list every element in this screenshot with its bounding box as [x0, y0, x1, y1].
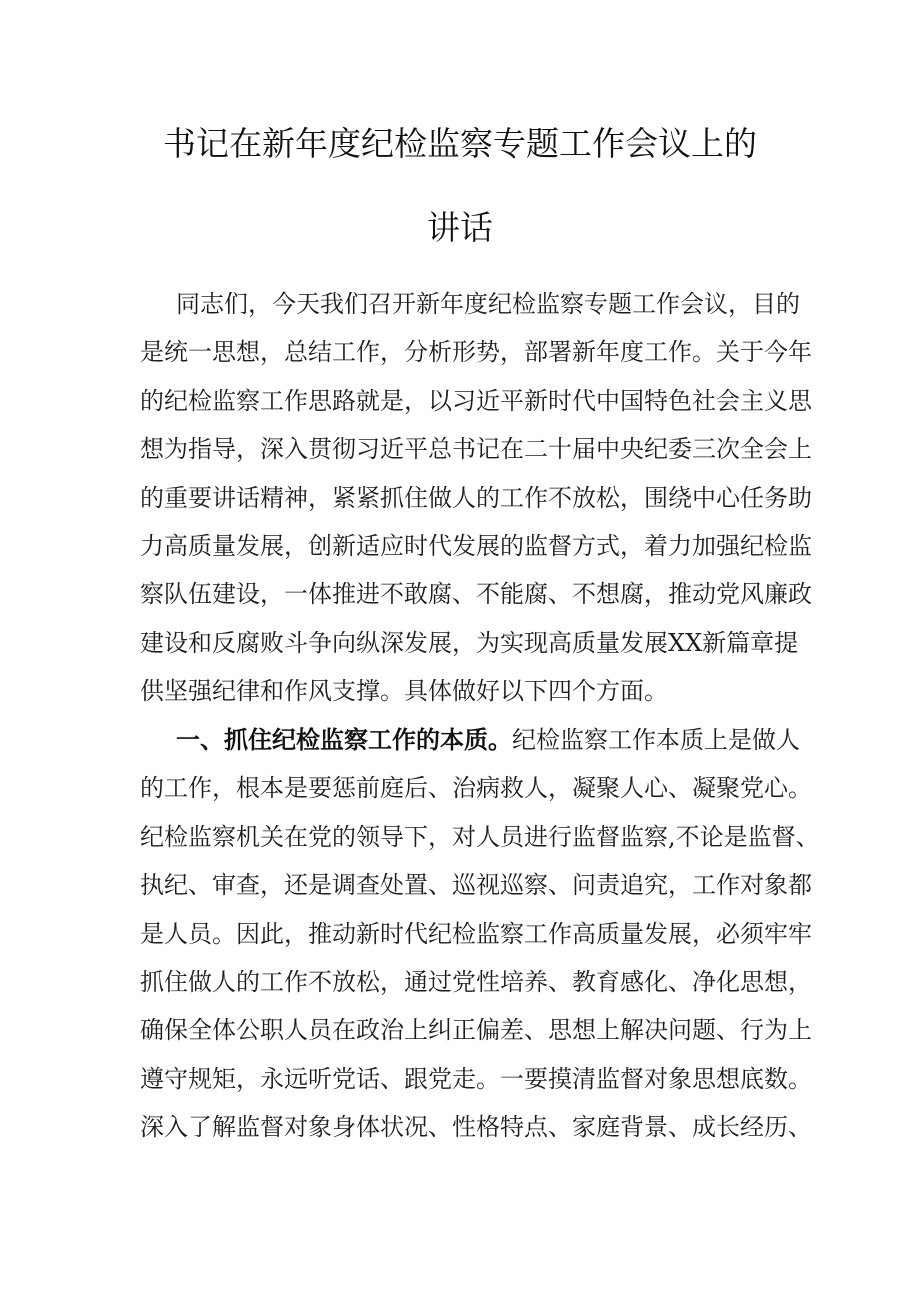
text-line: 的重要讲话精神，紧紧抓住做人的工作不放松，围绕中心任务助: [140, 483, 812, 512]
text-line: 供坚强纪律和作风支撑。具体做好以下四个方面。: [140, 677, 668, 706]
paragraph-intro: [140, 280, 812, 716]
text-line: 深入了解监督对象身体状况、性格特点、家庭背景、成长经历、: [140, 1113, 812, 1142]
document-title-line-2: 讲话: [427, 208, 493, 247]
text-line: 纪检监察机关在党的领导下，对人员进行监督监察,不论是监督、: [140, 822, 820, 851]
text-line: 想为指导，深入贯彻习近平总书记在二十届中央纪委三次全会上: [140, 435, 812, 464]
text-line: 的纪检监察工作思路就是，以习近平新时代中国特色社会主义思: [140, 386, 812, 415]
text-line: 建设和反腐败斗争向纵深发展，为实现高质量发展XX新篇章提: [140, 628, 799, 657]
text-line: 确保全体公职人员在政治上纠正偏差、思想上解决问题、行为上: [140, 1016, 812, 1045]
text-line: 察队伍建设，一体推进不敢腐、不能腐、不想腐，推动党风廉政: [140, 580, 812, 609]
text-line: 的工作，根本是要惩前庭后、治病救人，凝聚人心、凝聚党心。: [140, 774, 812, 803]
document-title-line-1: 书记在新年度纪检监察专题工作会议上的: [163, 124, 757, 163]
text-line: 力高质量发展，创新适应时代发展的监督方式，着力加强纪检监: [140, 531, 812, 560]
section-1-first-line: [140, 716, 800, 764]
text-line: 抓住做人的工作不放松，通过党性培养、教育感化、净化思想，: [140, 967, 812, 996]
paragraph-section-1: [140, 716, 820, 1152]
text-line: 遵守规矩，永远听党话、跟党走。一要摸清监督对象思想底数。: [140, 1064, 812, 1093]
text-line: 执纪、审查，还是调查处置、巡视巡察、问责追究，工作对象都: [140, 871, 812, 900]
section-1-heading: 一、抓住纪检监察工作的本质。: [176, 726, 512, 754]
text-line: 是统一思想，总结工作，分析形势，部署新年度工作。关于今年: [140, 338, 812, 367]
text-line: 是人员。因此，推动新时代纪检监察工作高质量发展，必须牢牢: [140, 919, 812, 948]
section-1-first-line-text: 纪检监察工作本质上是做人: [512, 726, 800, 754]
text-line: 同志们，今天我们召开新年度纪检监察专题工作会议，目的: [176, 290, 800, 318]
